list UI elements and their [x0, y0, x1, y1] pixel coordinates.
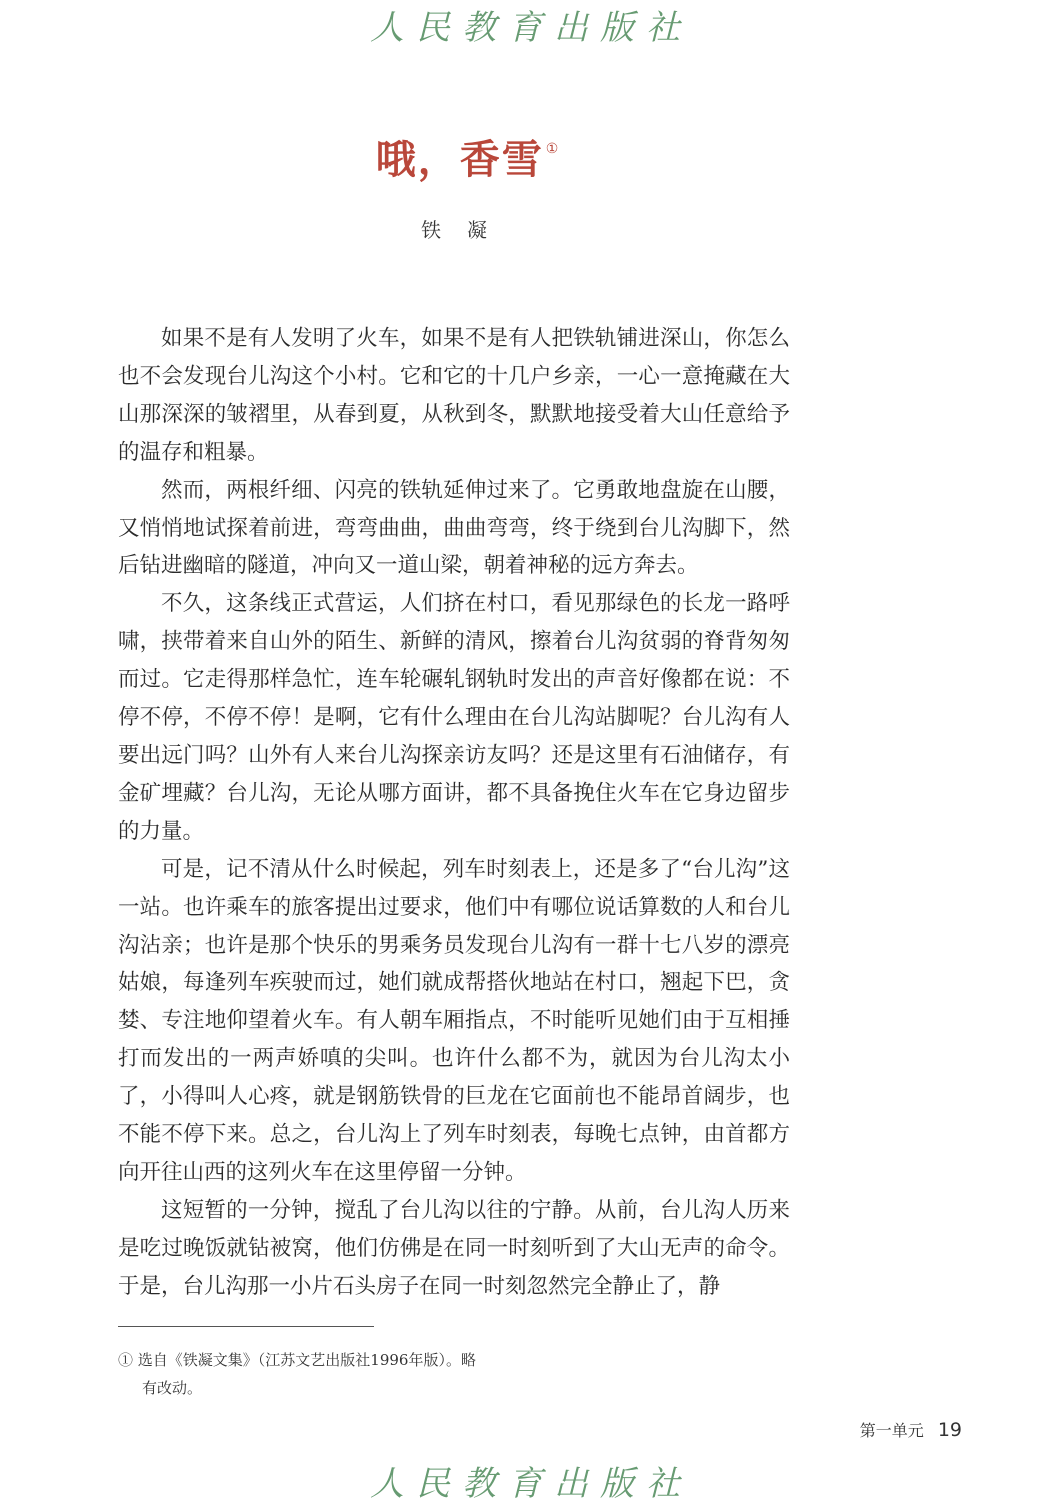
- paragraph: 如果不是有人发明了火车，如果不是有人把铁轨铺进深山，你怎么也不会发现台儿沟这个小村。它和它的十几户乡亲，一心一意掩藏在大山那深深的皱褶里，从春到夏，从秋到冬，默默地接受着大山任意给予的温存和粗暴。: [118, 326, 790, 465]
- article-body: [118, 320, 790, 1306]
- paragraph: 这短暂的一分钟，搅乱了台儿沟以往的宁静。从前，台儿沟人历来是吃过晚饭就钻被窝，他们仿佛是在同一时刻听到了大山无声的命令。于是，台儿沟那一小片石头房子在同一时刻忽然完全静止了，静: [118, 1197, 790, 1299]
- title-block: [0, 128, 1062, 185]
- article-author: 铁凝: [421, 218, 513, 242]
- footnote-divider: [118, 1326, 374, 1327]
- publisher-watermark-top: 人民教育出版社: [370, 8, 692, 48]
- footnote-text-line1: 选自《铁凝文集》（江苏文艺出版社1996年版）。略: [137, 1351, 476, 1369]
- page-number: 19: [937, 1419, 962, 1441]
- publisher-watermark-bottom: 人民教育出版社: [370, 1464, 692, 1504]
- title-footnote-marker[interactable]: ①: [545, 141, 559, 157]
- unit-label: 第一单元: [859, 1421, 924, 1440]
- paragraph: 不久，这条线正式营运，人们挤在村口，看见那绿色的长龙一路呼啸，挟带着来自山外的陌生、新鲜的清风，擦着台儿沟贫弱的脊背匆匆而过。它走得那样急忙，连车轮碾轧钢轨时发出的声音好像都在说：不停不停，不停不停！是啊，它有什么理由在台儿沟站脚呢？台儿沟有人要出远门吗？山外有人来台儿沟探亲访友吗？还是这里有石油储存，有金矿埋藏？台儿沟，无论从哪方面讲，都不具备挽住火车在它身边留步的力量。: [118, 591, 790, 844]
- footnote-text-line2: 有改动。: [142, 1379, 203, 1397]
- footnote: [118, 1346, 518, 1402]
- page-footer: [860, 1418, 962, 1441]
- footnote-marker: ①: [118, 1351, 134, 1369]
- article-title: 哦，香雪: [375, 136, 544, 183]
- paragraph: 可是，记不清从什么时候起，列车时刻表上，还是多了“台儿沟”这一站。也许乘车的旅客提出过要求，他们中有哪位说话算数的人和台儿沟沾亲；也许是那个快乐的男乘务员发现台儿沟有一群十七八岁的漂亮姑娘，每逢列车疾驶而过，她们就成帮搭伙地站在村口，翘起下巴，贪婪、专注地仰望着火车。有人朝车厢指点，不时能听见她们由于互相捶打而发出的一两声娇嗔的尖叫。也许什么都不为，就因为台儿沟太小了，小得叫人心疼，就是钢筋铁骨的巨龙在它面前也不能昂首阔步，也不能不停下来。总之，台儿沟上了列车时刻表，每晚七点钟，由首都方向开往山西的这列火车在这里停留一分钟。: [118, 856, 790, 1185]
- paragraph: 然而，两根纤细、闪亮的铁轨延伸过来了。它勇敢地盘旋在山腰，又悄悄地试探着前进，弯弯曲曲，曲曲弯弯，终于绕到台儿沟脚下，然后钻进幽暗的隧道，冲向又一道山梁，朝着神秘的远方奔去。: [118, 477, 790, 579]
